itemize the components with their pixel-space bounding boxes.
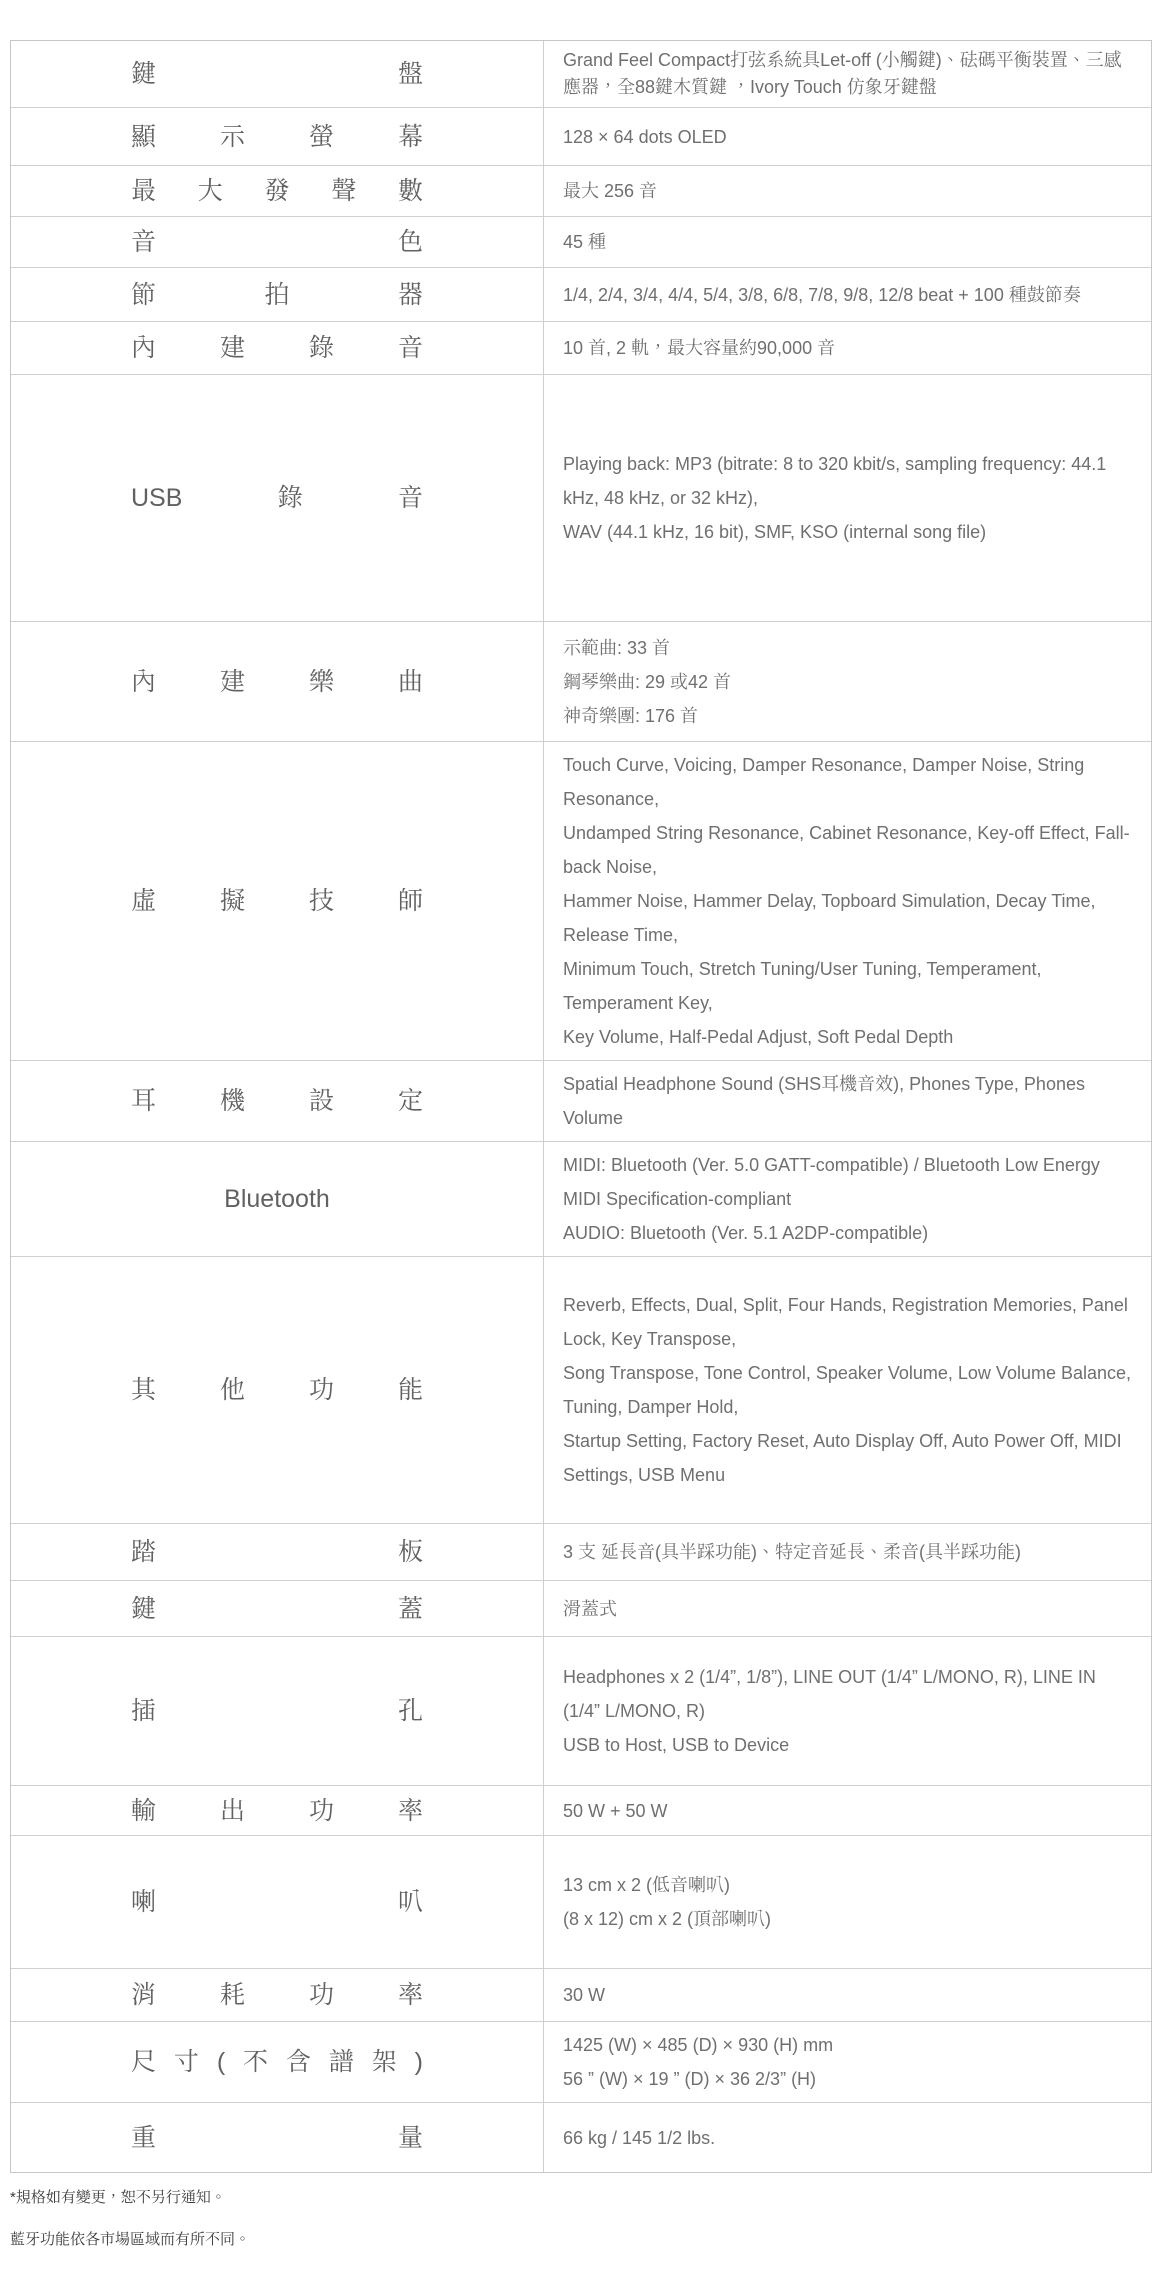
spec-label-char: 能	[397, 1376, 423, 1404]
spec-label-char: Bluetooth	[224, 1185, 330, 1213]
spec-label-char: 擬	[219, 887, 245, 915]
spec-row	[11, 1637, 1151, 1786]
spec-value-line: 神奇樂團: 176 首	[563, 705, 699, 726]
spec-label-cell	[11, 1637, 543, 1785]
spec-label-char: 鍵	[131, 1594, 157, 1623]
spec-label-char: 錄	[308, 334, 334, 362]
spec-value-line: USB to Host, USB to Device	[563, 1735, 790, 1755]
spec-label	[131, 1537, 423, 1567]
spec-label-cell	[11, 108, 543, 165]
spec-label-char: 功	[308, 1376, 334, 1404]
spec-row	[11, 41, 1151, 108]
spec-row	[11, 1257, 1151, 1524]
spec-value-line: 128 × 64 dots OLED	[563, 126, 727, 147]
spec-label-char: 顯	[131, 122, 157, 151]
spec-label	[131, 176, 423, 206]
spec-label-cell	[11, 375, 543, 621]
spec-label-char: 寸	[173, 2048, 199, 2076]
spec-label-char: 建	[219, 334, 245, 362]
spec-label-cell	[11, 1836, 543, 1968]
spec-label-char: 音	[397, 484, 423, 512]
spec-row	[11, 2103, 1151, 2172]
spec-value-cell	[543, 1969, 1151, 2021]
spec-label-char: 叭	[397, 1888, 423, 1916]
spec-value-cell	[543, 108, 1151, 165]
spec-label-cell	[11, 1786, 543, 1835]
spec-value-cell	[543, 1142, 1151, 1256]
spec-row	[11, 1524, 1151, 1581]
spec-label	[131, 2047, 423, 2077]
spec-label-char: 率	[397, 1981, 423, 2009]
spec-value-line: Reverb, Effects, Dual, Split, Four Hands, Registration Memories, Panel Lock, Key Transpose,	[563, 1295, 1128, 1349]
spec-value-line: Grand Feel Compact打弦系統具Let-off (小觸鍵)、砝碼平衡裝置、三感應器，全88鍵木質鍵 ，Ivory Touch 仿象牙鍵盤	[563, 50, 1122, 97]
spec-row	[11, 742, 1151, 1061]
spec-value-line: 鋼琴樂曲: 29 或42 首	[563, 671, 732, 692]
spec-label-cell	[11, 2022, 543, 2102]
spec-label	[131, 1184, 423, 1214]
spec-value-cell	[543, 375, 1151, 621]
spec-label-char: 技	[308, 887, 334, 915]
spec-value-line: 滑蓋式	[563, 1598, 617, 1619]
spec-label-char: 重	[131, 2123, 157, 2152]
spec-value-line: Playing back: MP3 (bitrate: 8 to 320 kbit/s, sampling frequency: 44.1 kHz, 48 kHz, or 32 kHz),	[563, 454, 1107, 508]
spec-label	[131, 1594, 423, 1624]
spec-label-char: 踏	[131, 1538, 157, 1566]
spec-label-char: 音	[397, 334, 423, 362]
spec-row	[11, 375, 1151, 622]
spec-row	[11, 1061, 1151, 1142]
spec-label-char: 幕	[397, 122, 423, 151]
spec-value-line: 66 kg / 145 1/2 lbs.	[563, 2127, 716, 2148]
spec-value-line: WAV (44.1 kHz, 16 bit), SMF, KSO (internal song file)	[563, 522, 987, 542]
spec-value-line: 56 ” (W) × 19 ” (D) × 36 2/3” (H)	[563, 2069, 817, 2089]
spec-label-cell	[11, 41, 543, 107]
spec-value-cell	[543, 1836, 1151, 1968]
spec-label-char: 器	[397, 280, 423, 309]
spec-label-char: 曲	[397, 667, 423, 696]
spec-value-cell	[543, 166, 1151, 216]
spec-label-char: (	[216, 2048, 226, 2076]
spec-label-char: USB	[131, 484, 183, 512]
spec-label	[131, 1086, 423, 1116]
spec-value-line: 3 支 延長音(具半踩功能)、特定音延長、柔音(具半踩功能)	[563, 1542, 1021, 1562]
spec-value-line: 1/4, 2/4, 3/4, 4/4, 5/4, 3/8, 6/8, 7/8, 9/8, 12/8 beat + 100 種鼓節奏	[563, 284, 1081, 305]
spec-label	[131, 2123, 423, 2153]
spec-label-char: 孔	[397, 1697, 423, 1725]
spec-value-line: Touch Curve, Voicing, Damper Resonance, Damper Noise, String Resonance,	[563, 755, 1085, 809]
spec-label	[131, 122, 423, 152]
spec-value-line: 45 種	[563, 232, 607, 252]
spec-label	[131, 59, 423, 89]
footnote-bluetooth-regions: 藍牙功能依各市場區域而有所不同。	[10, 2231, 251, 2248]
spec-label	[131, 667, 423, 697]
spec-label	[131, 1696, 423, 1726]
spec-value-line: Song Transpose, Tone Control, Speaker Volume, Low Volume Balance, Tuning, Damper Hold,	[563, 1363, 1132, 1417]
spec-value-cell	[543, 622, 1151, 741]
spec-label-char: 功	[308, 1981, 334, 2009]
spec-page	[0, 40, 1156, 2251]
spec-value-line: Headphones x 2 (1/4”, 1/8”), LINE OUT (1/4” L/MONO, R), LINE IN (1/4” L/MONO, R)	[563, 1667, 1096, 1721]
spec-label-char: 定	[397, 1087, 423, 1115]
spec-label-char: 機	[219, 1087, 245, 1115]
spec-value-cell	[543, 322, 1151, 374]
spec-label-char: 螢	[308, 122, 334, 151]
spec-label-char: 含	[285, 2048, 311, 2076]
spec-row	[11, 1969, 1151, 2022]
spec-label-char: 譜	[328, 2048, 354, 2076]
spec-label-char: 不	[243, 2048, 269, 2076]
spec-label-char: 尺	[131, 2048, 157, 2076]
spec-label-char: 蓋	[397, 1594, 423, 1623]
spec-value-cell	[543, 1257, 1151, 1523]
spec-value-line: 30 W	[563, 1985, 606, 2005]
spec-label-char: 板	[397, 1538, 423, 1566]
spec-label-cell	[11, 622, 543, 741]
spec-label	[131, 280, 423, 310]
spec-label	[131, 1375, 423, 1405]
spec-value-line: 50 W + 50 W	[563, 1800, 668, 1821]
spec-value-cell	[543, 1581, 1151, 1636]
spec-label-char: 示	[219, 122, 245, 151]
spec-label-char: 消	[131, 1981, 157, 2009]
spec-label-char: 色	[397, 228, 423, 256]
spec-label	[131, 1980, 423, 2010]
spec-label	[131, 483, 423, 513]
spec-value-cell	[543, 742, 1151, 1060]
spec-value-line: 1425 (W) × 485 (D) × 930 (H) mm	[563, 2035, 834, 2055]
spec-label-char: 他	[219, 1376, 245, 1404]
spec-label-char: 盤	[397, 60, 423, 88]
spec-label-char: 其	[131, 1376, 157, 1404]
spec-label-cell	[11, 742, 543, 1060]
spec-label-cell	[11, 1257, 543, 1523]
spec-label	[131, 886, 423, 916]
spec-label-char: 出	[219, 1796, 245, 1825]
spec-value-line: 10 首, 2 軌，最大容量約90,000 音	[563, 338, 836, 358]
spec-label-char: 鍵	[131, 60, 157, 88]
spec-label	[131, 1796, 423, 1826]
spec-label-cell	[11, 1061, 543, 1141]
spec-label-char: 率	[397, 1796, 423, 1825]
spec-label-char: 聲	[331, 177, 357, 205]
spec-row	[11, 1786, 1151, 1836]
spec-row	[11, 1836, 1151, 1969]
spec-value-cell	[543, 1637, 1151, 1785]
spec-label-cell	[11, 2103, 543, 2172]
spec-label-cell	[11, 268, 543, 321]
spec-label-char: 設	[308, 1087, 334, 1115]
spec-label-char: 錄	[277, 484, 303, 512]
footnotes	[10, 2187, 1156, 2251]
spec-label-cell	[11, 166, 543, 216]
spec-value-cell	[543, 1061, 1151, 1141]
spec-value-cell	[543, 2103, 1151, 2172]
spec-value-cell	[543, 1524, 1151, 1580]
spec-value-line: MIDI: Bluetooth (Ver. 5.0 GATT-compatible) / Bluetooth Low Energy MIDI Specification-compliant	[563, 1155, 1100, 1209]
spec-label-char: 最	[131, 177, 157, 205]
spec-value-line: 最大 256 音	[563, 181, 658, 201]
spec-value-line: Minimum Touch, Stretch Tuning/User Tuning, Temperament, Temperament Key,	[563, 959, 1042, 1013]
spec-value-line: Key Volume, Half-Pedal Adjust, Soft Pedal Depth	[563, 1027, 954, 1047]
spec-label-char: )	[414, 2048, 423, 2076]
spec-label-char: 量	[397, 2123, 423, 2152]
spec-label-cell	[11, 322, 543, 374]
spec-value-cell	[543, 217, 1151, 267]
spec-row	[11, 166, 1151, 217]
spec-label-char: 架	[371, 2048, 397, 2076]
spec-row	[11, 108, 1151, 166]
spec-label-char: 插	[131, 1697, 157, 1725]
spec-label-char: 耳	[131, 1087, 157, 1115]
spec-label-char: 發	[264, 177, 290, 205]
spec-row	[11, 1581, 1151, 1637]
spec-label-char: 數	[397, 177, 423, 205]
spec-value-line: Startup Setting, Factory Reset, Auto Display Off, Auto Power Off, MIDI Settings, USB Menu	[563, 1431, 1122, 1485]
spec-label-char: 耗	[219, 1981, 245, 2009]
spec-label-char: 內	[131, 667, 157, 696]
spec-label-char: 喇	[131, 1888, 157, 1916]
footnote-spec-change: *規格如有變更，恕不另行通知。	[10, 2189, 226, 2206]
spec-label-char: 拍	[264, 280, 290, 309]
spec-label-cell	[11, 1142, 543, 1256]
spec-table	[10, 40, 1152, 2173]
spec-label-char: 樂	[308, 667, 334, 696]
spec-label	[131, 333, 423, 363]
spec-row	[11, 2022, 1151, 2103]
spec-value-cell	[543, 268, 1151, 321]
spec-value-line: AUDIO: Bluetooth (Ver. 5.1 A2DP-compatible)	[563, 1223, 929, 1243]
spec-value-line: Hammer Noise, Hammer Delay, Topboard Simulation, Decay Time, Release Time,	[563, 891, 1096, 945]
spec-row	[11, 217, 1151, 268]
spec-label-char: 大	[197, 177, 223, 205]
spec-label	[131, 227, 423, 257]
spec-value-line: (8 x 12) cm x 2 (頂部喇叭)	[563, 1909, 772, 1929]
spec-row	[11, 622, 1151, 742]
spec-label-char: 內	[131, 334, 157, 362]
spec-value-cell	[543, 1786, 1151, 1835]
spec-label-cell	[11, 1581, 543, 1636]
spec-value-cell	[543, 41, 1151, 107]
spec-row	[11, 322, 1151, 375]
spec-row	[11, 1142, 1151, 1257]
spec-row	[11, 268, 1151, 322]
spec-label-char: 功	[308, 1796, 334, 1825]
spec-label-char: 節	[131, 280, 157, 309]
spec-label-cell	[11, 1524, 543, 1580]
spec-label-cell	[11, 217, 543, 267]
spec-value-line: Undamped String Resonance, Cabinet Resonance, Key-off Effect, Fall-back Noise,	[563, 823, 1130, 877]
spec-value-cell	[543, 2022, 1151, 2102]
spec-value-line: 13 cm x 2 (低音喇叭)	[563, 1875, 731, 1895]
spec-label-char: 音	[131, 228, 157, 256]
spec-label-char: 建	[219, 667, 245, 696]
spec-label	[131, 1887, 423, 1917]
spec-label-char: 師	[397, 887, 423, 915]
spec-value-line: 示範曲: 33 首	[563, 637, 671, 658]
spec-label-char: 輸	[131, 1796, 157, 1825]
spec-label-cell	[11, 1969, 543, 2021]
spec-value-line: Spatial Headphone Sound (SHS耳機音效), Phones Type, Phones Volume	[563, 1074, 1085, 1128]
spec-label-char: 虛	[131, 887, 157, 915]
